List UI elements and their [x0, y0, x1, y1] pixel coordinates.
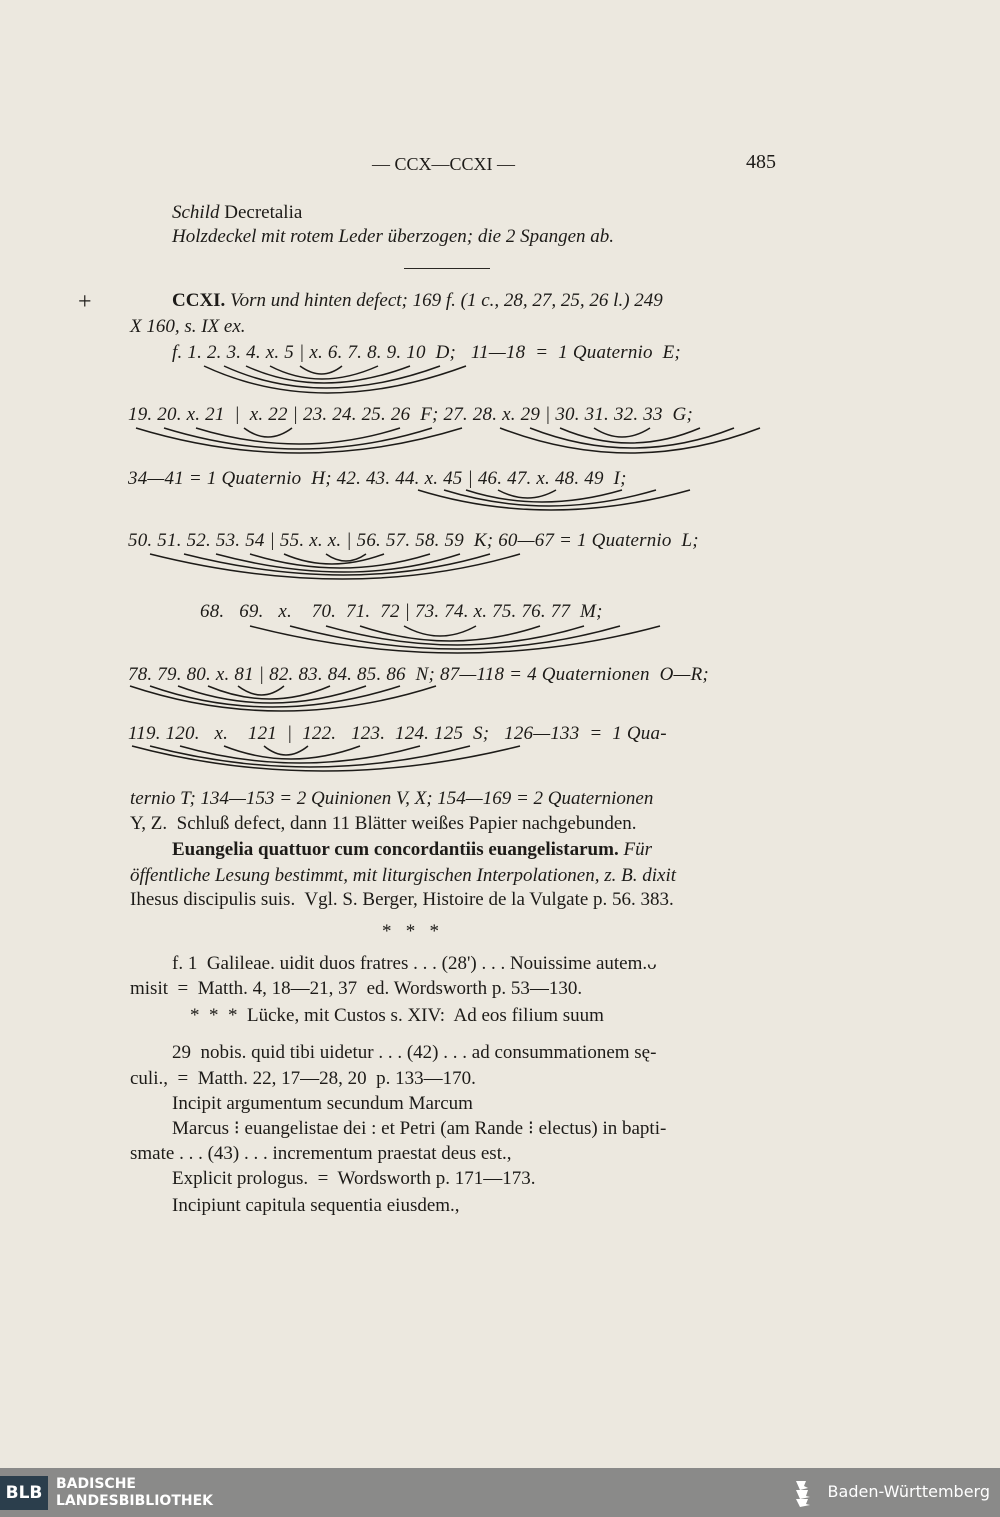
description-line-2: öffentliche Lesung bestimmt, mit liturgischen Interpolationen, z. B. dixit: [130, 865, 677, 886]
collation-line-5: 68. 69. x. 70. 71. 72 | 73. 74. x. 75. 76. 77 M;: [200, 601, 603, 622]
arcs-quire-n: [130, 686, 436, 711]
manuscript-title-line: Euangelia quattuor cum concordantiis euangelistarum. Für: [172, 839, 652, 860]
arcs-quire-d: [204, 366, 466, 393]
entry-211-shelf-line: X 160, s. IX ex.: [130, 316, 246, 337]
state-label[interactable]: Baden-Württemberg: [827, 1482, 990, 1501]
library-name[interactable]: [56, 1476, 213, 1510]
library-name-line-2: LANDESBIBLIOTHEK: [56, 1493, 214, 1509]
page-number: 485: [746, 151, 776, 173]
body-line-2: misit = Matth. 4, 18—21, 37 ed. Wordsworth p. 53—130.: [130, 978, 583, 999]
body-line-7: Marcus ⁝ euangelistae dei : et Petri (am Rande ⁝ electus) in bapti-: [172, 1118, 667, 1139]
collation-line-3: 34—41 = 1 Quaternio H; 42. 43. 44. x. 45 | 46. 47. x. 48. 49 I;: [128, 468, 627, 489]
arcs-quire-k: [150, 554, 520, 579]
arcs-quire-i: [418, 490, 690, 510]
arcs-quire-g: [500, 428, 760, 453]
blb-logo-badge[interactable]: BLB: [0, 1476, 48, 1510]
library-name-line-1: BADISCHE: [56, 1476, 136, 1492]
arcs-quire-s: [132, 746, 520, 771]
state-coat-of-arms-icon: [792, 1478, 826, 1508]
margin-cross-mark: +: [78, 289, 92, 315]
body-line-5: culi., = Matth. 22, 17—28, 20 p. 133—170.: [130, 1068, 476, 1089]
collation-summary-line-2: Y, Z. Schluß defect, dann 11 Blätter weißes Papier nachgebunden.: [130, 813, 637, 834]
body-line-3: * * * Lücke, mit Custos s. XIV: Ad eos filium suum: [190, 1005, 604, 1026]
collation-line-4: 50. 51. 52. 53. 54 | 55. x. x. | 56. 57. 58. 59 K; 60—67 = 1 Quaternio L;: [128, 530, 699, 551]
body-line-6: Incipit argumentum secundum Marcum: [172, 1093, 473, 1114]
collation-line-1: f. 1. 2. 3. 4. x. 5 | x. 6. 7. 8. 9. 10 D; 11—18 = 1 Quaternio E;: [172, 342, 681, 363]
entry-210-line-1: Schild Decretalia: [172, 202, 303, 223]
collation-line-6: 78. 79. 80. x. 81 | 82. 83. 84. 85. 86 N; 87—118 = 4 Quaternionen O—R;: [128, 664, 709, 685]
body-line-8: smate . . . (43) . . . incrementum praestat deus est.,: [130, 1143, 512, 1164]
collation-line-2: 19. 20. x. 21 | x. 22 | 23. 24. 25. 26 F; 27. 28. x. 29 | 30. 31. 32. 33 G;: [128, 404, 693, 425]
entry-211-heading: CCXI. Vorn und hinten defect; 169 f. (1 c., 28, 27, 25, 26 l.) 249: [172, 290, 663, 311]
asterism: * * *: [382, 921, 439, 942]
arcs-quire-m: [250, 626, 660, 653]
body-line-9: Explicit prologus. = Wordsworth p. 171—173.: [172, 1168, 536, 1189]
body-line-4: 29 nobis. quid tibi uidetur . . . (42) . . . ad consummationem sę-: [172, 1042, 657, 1063]
entry-210-line-2: Holzdeckel mit rotem Leder überzogen; die 2 Spangen ab.: [172, 226, 615, 247]
running-title: — CCX—CCXI —: [372, 154, 516, 174]
collation-line-7: 119. 120. x. 121 | 122. 123. 124. 125 S; 126—133 = 1 Qua-: [128, 723, 667, 744]
description-line-3: Ihesus discipulis suis. Vgl. S. Berger, Histoire de la Vulgate p. 56. 383.: [130, 889, 674, 910]
collation-summary-line-1: ternio T; 134—153 = 2 Quinionen V, X; 154—169 = 2 Quaternionen: [130, 788, 654, 809]
arcs-quire-f: [136, 428, 462, 453]
body-line-1: f. 1 Galileae. uidit duos fratres . . . (28') . . . Nouissime autem.ᴗ: [172, 953, 657, 974]
body-line-10: Incipiunt capitula sequentia eiusdem.,: [172, 1195, 460, 1216]
footer-bar: [0, 1468, 1000, 1517]
